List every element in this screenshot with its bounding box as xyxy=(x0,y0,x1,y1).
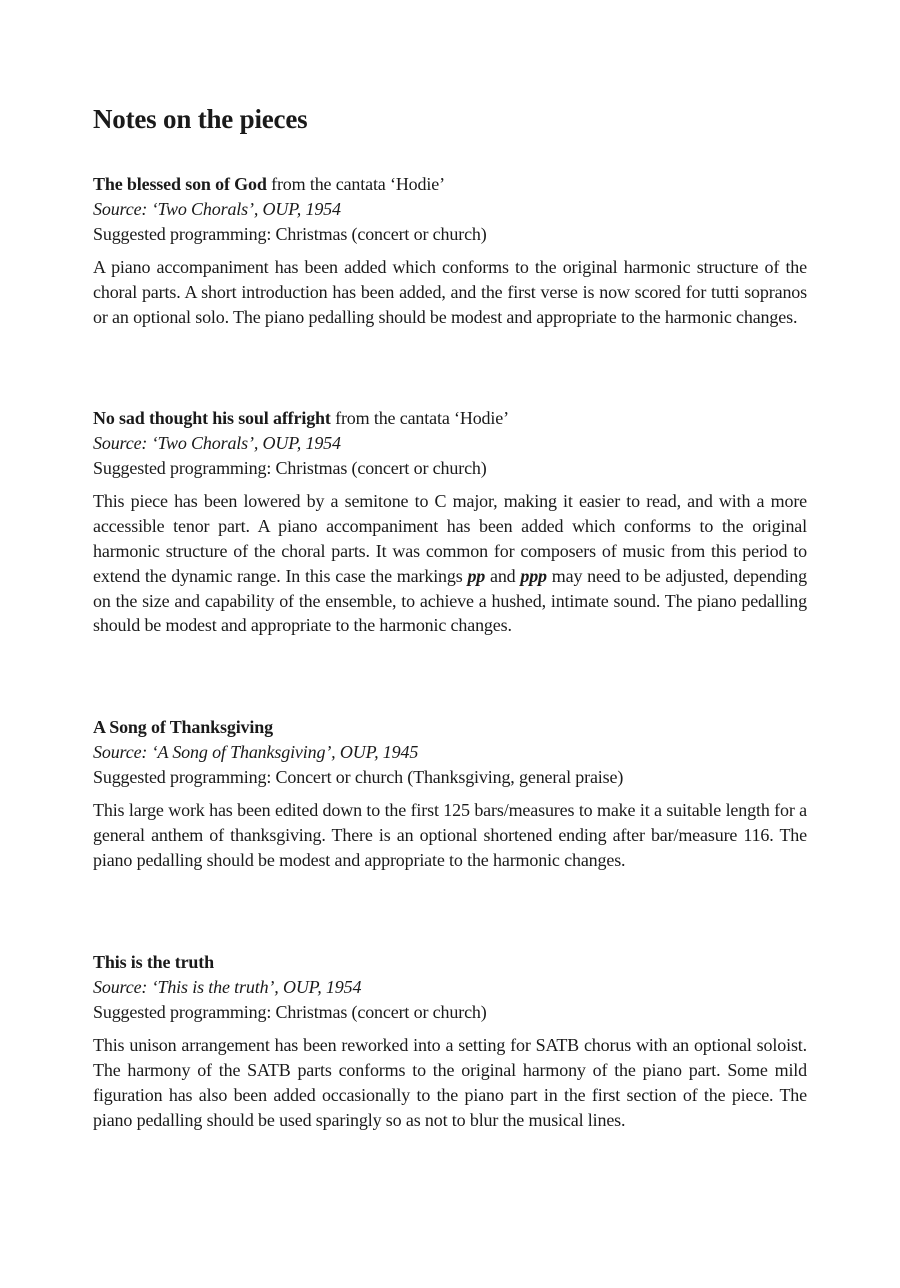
piece-source: Source: ‘Two Chorals’, OUP, 1954 xyxy=(93,198,341,219)
piece-note xyxy=(93,715,807,891)
piece-heading xyxy=(93,172,807,197)
piece-heading xyxy=(93,406,807,431)
page-title: Notes on the pieces xyxy=(93,104,308,134)
dynamic-marking: ppp xyxy=(520,565,547,586)
piece-programming: Suggested programming: Christmas (concert or church) xyxy=(93,457,487,478)
piece-programming: Suggested programming: Christmas (concert or church) xyxy=(93,1001,487,1022)
piece-note xyxy=(93,172,807,348)
piece-source: Source: ‘A Song of Thanksgiving’, OUP, 1945 xyxy=(93,741,419,762)
description-text: may need to be adjusted, depending on the size and capability of the ensemble, to achieve a hushed, intimate sound. The piano pedalling should be modest and appropriate to the harmonic changes. xyxy=(93,565,807,636)
piece-subtitle: from the cantata ‘Hodie’ xyxy=(266,174,445,194)
piece-heading xyxy=(93,715,807,740)
piece-description xyxy=(93,489,807,638)
piece-source: Source: ‘Two Chorals’, OUP, 1954 xyxy=(93,432,341,453)
piece-subtitle: from the cantata ‘Hodie’ xyxy=(330,408,509,428)
piece-description: This large work has been edited down to the first 125 bars/measures to make it a suitable length for a general anthem of thanksgiving. There is an optional shortened ending after bar/measure 116. The piano pedalling should be modest and appropriate to the harmonic changes. xyxy=(93,800,807,870)
piece-note xyxy=(93,406,807,656)
piece-title: This is the truth xyxy=(93,952,214,972)
description-text: and xyxy=(485,565,521,586)
piece-title: A Song of Thanksgiving xyxy=(93,717,273,737)
piece-description: This unison arrangement has been reworked into a setting for SATB chorus with an optional soloist. The harmony of the SATB parts conforms to the original harmony of the piano part. Some mild figuration has also been added occasionally to the piano part in the first section of the piece. The piano pedalling should be used sparingly so as not to blur the musical lines. xyxy=(93,1035,807,1130)
piece-title: The blessed son of God xyxy=(93,174,267,194)
piece-source: Source: ‘This is the truth’, OUP, 1954 xyxy=(93,976,362,997)
piece-heading xyxy=(93,950,807,975)
description-text: This piece has been lowered by a semitone to C major, making it easier to read, and with a more accessible tenor part. A piano accompaniment has been added which conforms to the original harmonic structure of the choral parts. It was common for composers of music from this period to extend the dynamic range. In this case the markings xyxy=(93,491,807,586)
dynamic-marking: pp xyxy=(467,565,486,586)
piece-programming: Suggested programming: Concert or church (Thanksgiving, general praise) xyxy=(93,766,624,787)
piece-programming: Suggested programming: Christmas (concert or church) xyxy=(93,223,487,244)
piece-note xyxy=(93,950,807,1151)
piece-title: No sad thought his soul affright xyxy=(93,408,331,428)
piece-description: A piano accompaniment has been added which conforms to the original harmonic structure of the choral parts. A short introduction has been added, and the first verse is now scored for tutti sopranos or an optional solo. The piano pedalling should be modest and appropriate to the harmonic changes. xyxy=(93,257,807,327)
